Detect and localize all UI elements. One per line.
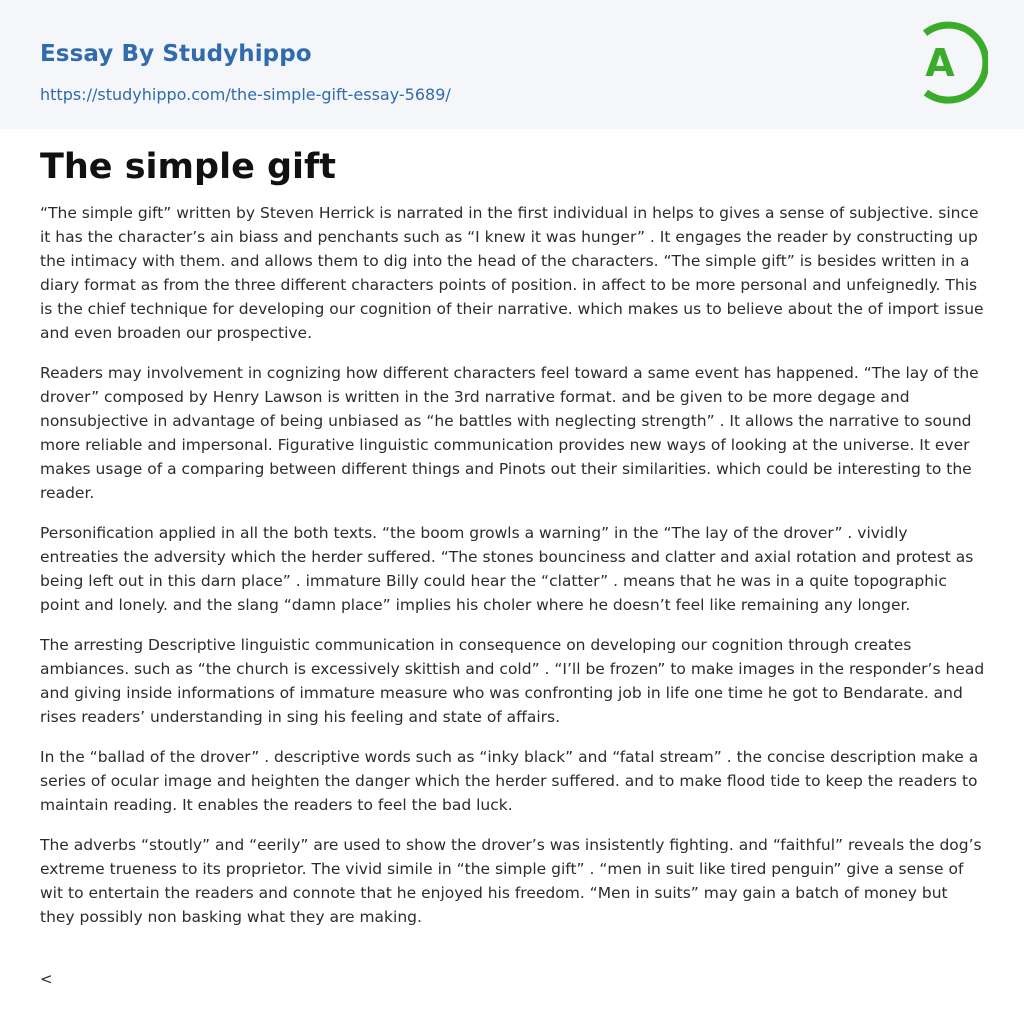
essay-url-link[interactable]: https://studyhippo.com/the-simple-gift-essay-5689/ bbox=[40, 85, 451, 104]
essay-paragraph: Personification applied in all the both texts. “the boom growls a warning” in the “The lay of the drover” . vividly entreaties the adversity which the herder suffered. “The stones bounciness and clatter and axial rotation and protest as being left out in this darn place” . immature Billy could hear the “clatter” . means that he was in a quite topographic point and lonely. and the slang “damn place” implies his choler where he doesn’t feel like remaining any longer. bbox=[40, 524, 974, 614]
essay-paragraph: In the “ballad of the drover” . descriptive words such as “inky black” and “fatal stream” . the concise description make a series of ocular image and heighten the danger which the herder suffered. and to make flood tide to keep the readers to maintain reading. It enables the readers to feel the bad luck. bbox=[40, 748, 979, 814]
essay-paragraph: The arresting Descriptive linguistic communication in consequence on developing our cognition through creates ambiances. such as “the church is excessively skittish and cold” . “I’ll be frozen” to make images in the responder’s head and giving inside informations of immature measure who was confronting job in life one time he got to Bendarate. and rises readers’ understanding in sing his feeling and state of affairs. bbox=[40, 636, 985, 726]
essay-paragraph: Readers may involvement in cognizing how different characters feel toward a same event has happened. “The lay of the drover” composed by Henry Lawson is written in the 3rd narrative format. and be given to be more degage and nonsubjective in advantage of being unbiased as “he battles with neglecting strength” . It allows the narrative to sound more reliable and impersonal. Figurative linguistic communication provides new ways of looking at the universe. It ever makes usage of a comparing between different things and Pinots out their similarities. which could be interesting to the reader. bbox=[40, 364, 979, 502]
logo-letter: A bbox=[925, 41, 955, 85]
site-title[interactable]: Essay By Studyhippo bbox=[40, 41, 312, 67]
studyhippo-logo[interactable] bbox=[904, 19, 988, 105]
previous-page-link[interactable]: < bbox=[40, 970, 53, 988]
essay-paragraph: “The simple gift” written by Steven Herrick is narrated in the first individual in helps to gives a sense of subjective. since it has the character’s ain biass and penchants such as “I knew it was hunger” . It engages the reader by constructing up the intimacy with them. and allows them to dig into the head of the characters. “The simple gift” is besides written in a diary format as from the three different characters points of position. in affect to be more personal and unfeignedly. This is the chief technique for developing our cognition of their narrative. which makes us to believe about the of import issue and even broaden our prospective. bbox=[40, 204, 984, 342]
page-title: The simple gift bbox=[40, 147, 336, 187]
site-header bbox=[0, 0, 1024, 129]
essay-paragraph: The adverbs “stoutly” and “eerily” are used to show the drover’s was insistently fighting. and “faithful” reveals the dog’s extreme trueness to its proprietor. The vivid simile in “the simple gift” . “men in suit like tired penguin” give a sense of wit to entertain the readers and connote that he enjoyed his freedom. “Men in suits” may gain a batch of money but they possibly non basking what they are making. bbox=[40, 836, 982, 926]
essay-content bbox=[40, 140, 986, 945]
